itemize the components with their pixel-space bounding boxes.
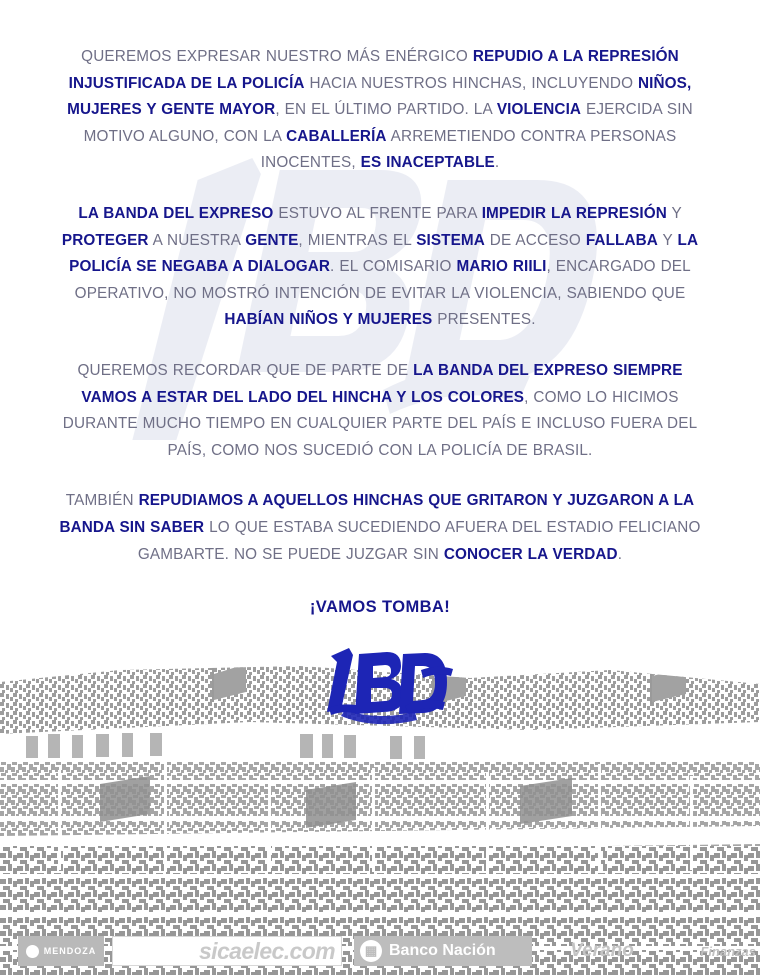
body-text: LO QUE ESTABA SUCEDIENDO AFUERA DEL ESTADIO FELICIANO GAMBARTE. NO SE PUEDE JUZGAR SIN [137,518,701,563]
body-text: ARREMETIENDO CONTRA PERSONAS INOCENTES, [260,127,677,172]
body-text: , ENCARGADO DEL OPERATIVO, NO MOSTRÓ INTENCIÓN DE EVITAR LA VIOLENCIA, SABIENDO QUE [74,258,691,302]
emphasis-text: HABÍAN NIÑOS Y MUJERES [224,311,433,329]
body-text: . [494,154,500,172]
body-text: . EL COMISARIO [330,258,457,276]
body-text: PRESENTES. [432,311,536,329]
sponsor-label: Banco Nación [389,942,496,959]
statement-paragraph [56,44,704,177]
emphasis-text: SISTEMA [416,231,485,249]
body-text: . [617,545,623,563]
sponsor-label: Finanzas [700,943,756,959]
sponsor-banner-row [0,931,760,971]
body-text: EJERCIDA SIN MOTIVO ALGUNO, CON LA [83,101,693,145]
body-text: QUEREMOS RECORDAR QUE DE PARTE DE [77,361,414,379]
emphasis-text: LA BANDA DEL EXPRESO [78,204,274,222]
emphasis-text: REPUDIO A LA REPRESIÓN INJUSTIFICADA DE LA POLICÍA [68,48,679,92]
emphasis-text: FALLABA [585,231,658,249]
emphasis-text: VIOLENCIA [496,101,582,119]
emphasis-text: LA BANDA DEL EXPRESO SIEMPRE VAMOS A ESTAR DEL LADO DEL HINCHA Y LOS COLORES [81,361,683,406]
body-text: DE ACCESO [484,231,586,249]
emphasis-text: CONOCER LA VERDAD [443,545,618,563]
body-text: , COMO LO HICIMOS DURANTE MUCHO TIEMPO EN CUALQUIER PARTE DEL PAÍS E INCLUSO FUERA DEL PAÍS, COMO NOS SUCEDIÓ CON LA POLICÍA DE BRASIL. [62,388,698,459]
slogan: ¡VAMOS TOMBA! [309,598,451,617]
sponsor-sicaelec [112,936,342,966]
lbde-logo [305,642,455,728]
emphasis-text: ES INACEPTABLE [360,154,495,172]
body-text: HACIA NUESTROS HINCHAS, INCLUYENDO [304,74,639,92]
statement-paragraph [56,201,704,334]
body-text: A NUESTRA [148,231,246,249]
body-text: , EN EL ÚLTIMO PARTIDO. LA [275,101,497,119]
sponsor-mendoza [18,936,104,966]
body-text: TAMBIÉN [65,492,139,510]
body-text: Y [657,231,678,249]
sponsor-label: MENDOZA [43,946,97,956]
sponsor-label: Verano [570,940,634,961]
body-text: ESTUVO AL FRENTE PARA [273,204,482,222]
emphasis-text: NIÑOS, MUJERES Y GENTE MAYOR [67,74,692,119]
emphasis-text: MARIO RIILI [456,258,547,276]
emphasis-text: REPUDIAMOS A AQUELLOS HINCHAS QUE GRITARON Y JUZGARON A LA BANDA SIN SABER [59,492,695,536]
sponsor-label: sicaelec.com [198,937,335,964]
body-text: , MIENTRAS EL [298,231,417,249]
emphasis-text: PROTEGER [61,231,149,249]
statement-paragraph [56,358,704,464]
bank-icon: ▦ [360,940,382,962]
emphasis-text: LA POLICÍA SE NEGABA A DIALOGAR [69,231,699,276]
sponsor-verano [542,936,662,966]
sponsor-finanzas [668,936,760,966]
body-text: QUEREMOS EXPRESAR NUESTRO MÁS ENÉRGICO [81,48,473,65]
emphasis-text: IMPEDIR LA REPRESIÓN [481,204,667,222]
emphasis-text: CABALLERÍA [286,127,387,145]
body-text: Y [666,204,682,222]
emphasis-text: GENTE [245,231,299,249]
shield-icon [26,945,39,958]
statement-paragraph [56,488,704,568]
sponsor-banco-nacion [354,936,532,966]
